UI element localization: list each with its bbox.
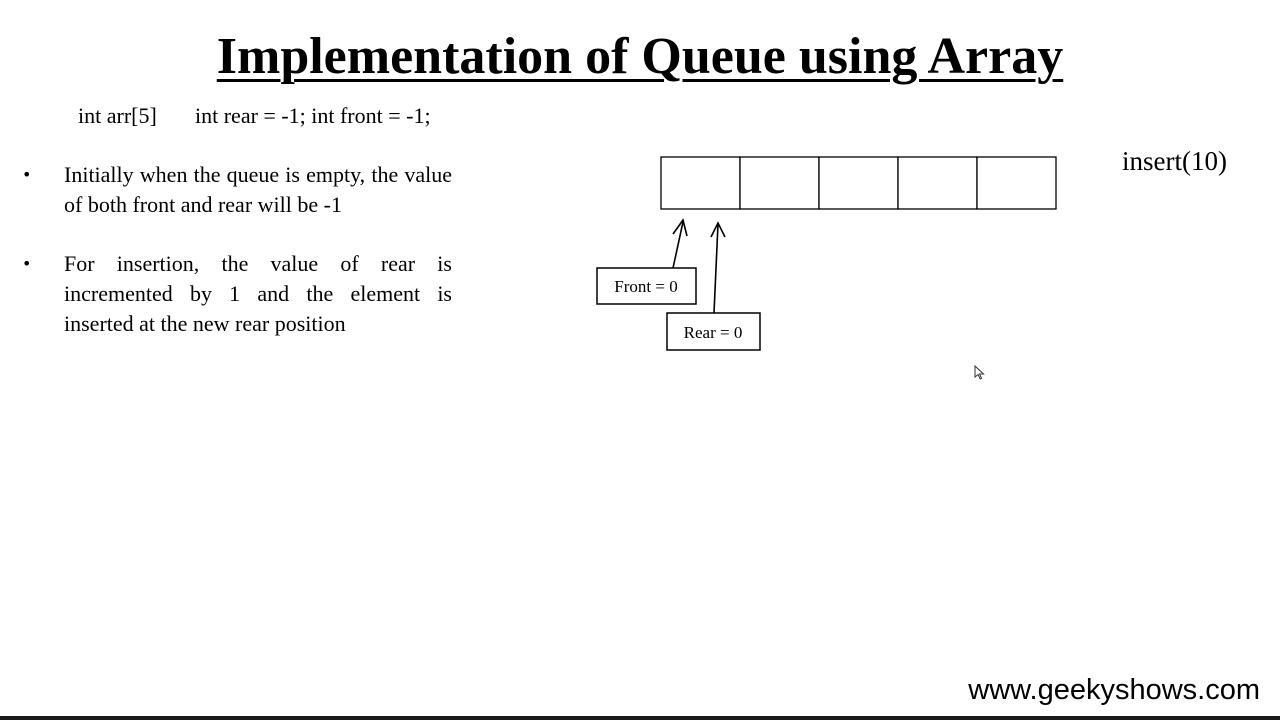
bullet-icon: • [22,254,32,273]
array-declaration: int arr[5] [78,103,157,128]
bottom-divider [0,716,1280,720]
insert-operation: insert(10) [1122,146,1227,176]
front-pointer-arrow [673,220,687,268]
front-label: Front = 0 [614,277,678,296]
variable-declaration: int rear = -1; int front = -1; [195,103,431,128]
bullet-icon: • [22,165,32,184]
slide-title: Implementation of Queue using Array [216,28,1064,85]
array-cell-4 [977,157,1056,209]
rear-label: Rear = 0 [683,323,743,342]
website-footer: www.geekyshows.com [968,674,1260,706]
mouse-pointer-icon [974,365,986,386]
bullet-text: Initially when the queue is empty, the value of both front and rear will be -1 [64,162,452,217]
array-cell-0 [661,157,740,209]
bullet-text: For insertion, the value of rear is incremented by 1 and the element is inserted at the new rear position [64,251,452,336]
array-cells [661,157,1056,209]
array-cell-2 [819,157,898,209]
rear-label-box [667,313,760,350]
front-label-box [597,268,696,304]
array-cell-1 [740,157,819,209]
rear-pointer-arrow [711,223,725,313]
array-cell-3 [898,157,977,209]
